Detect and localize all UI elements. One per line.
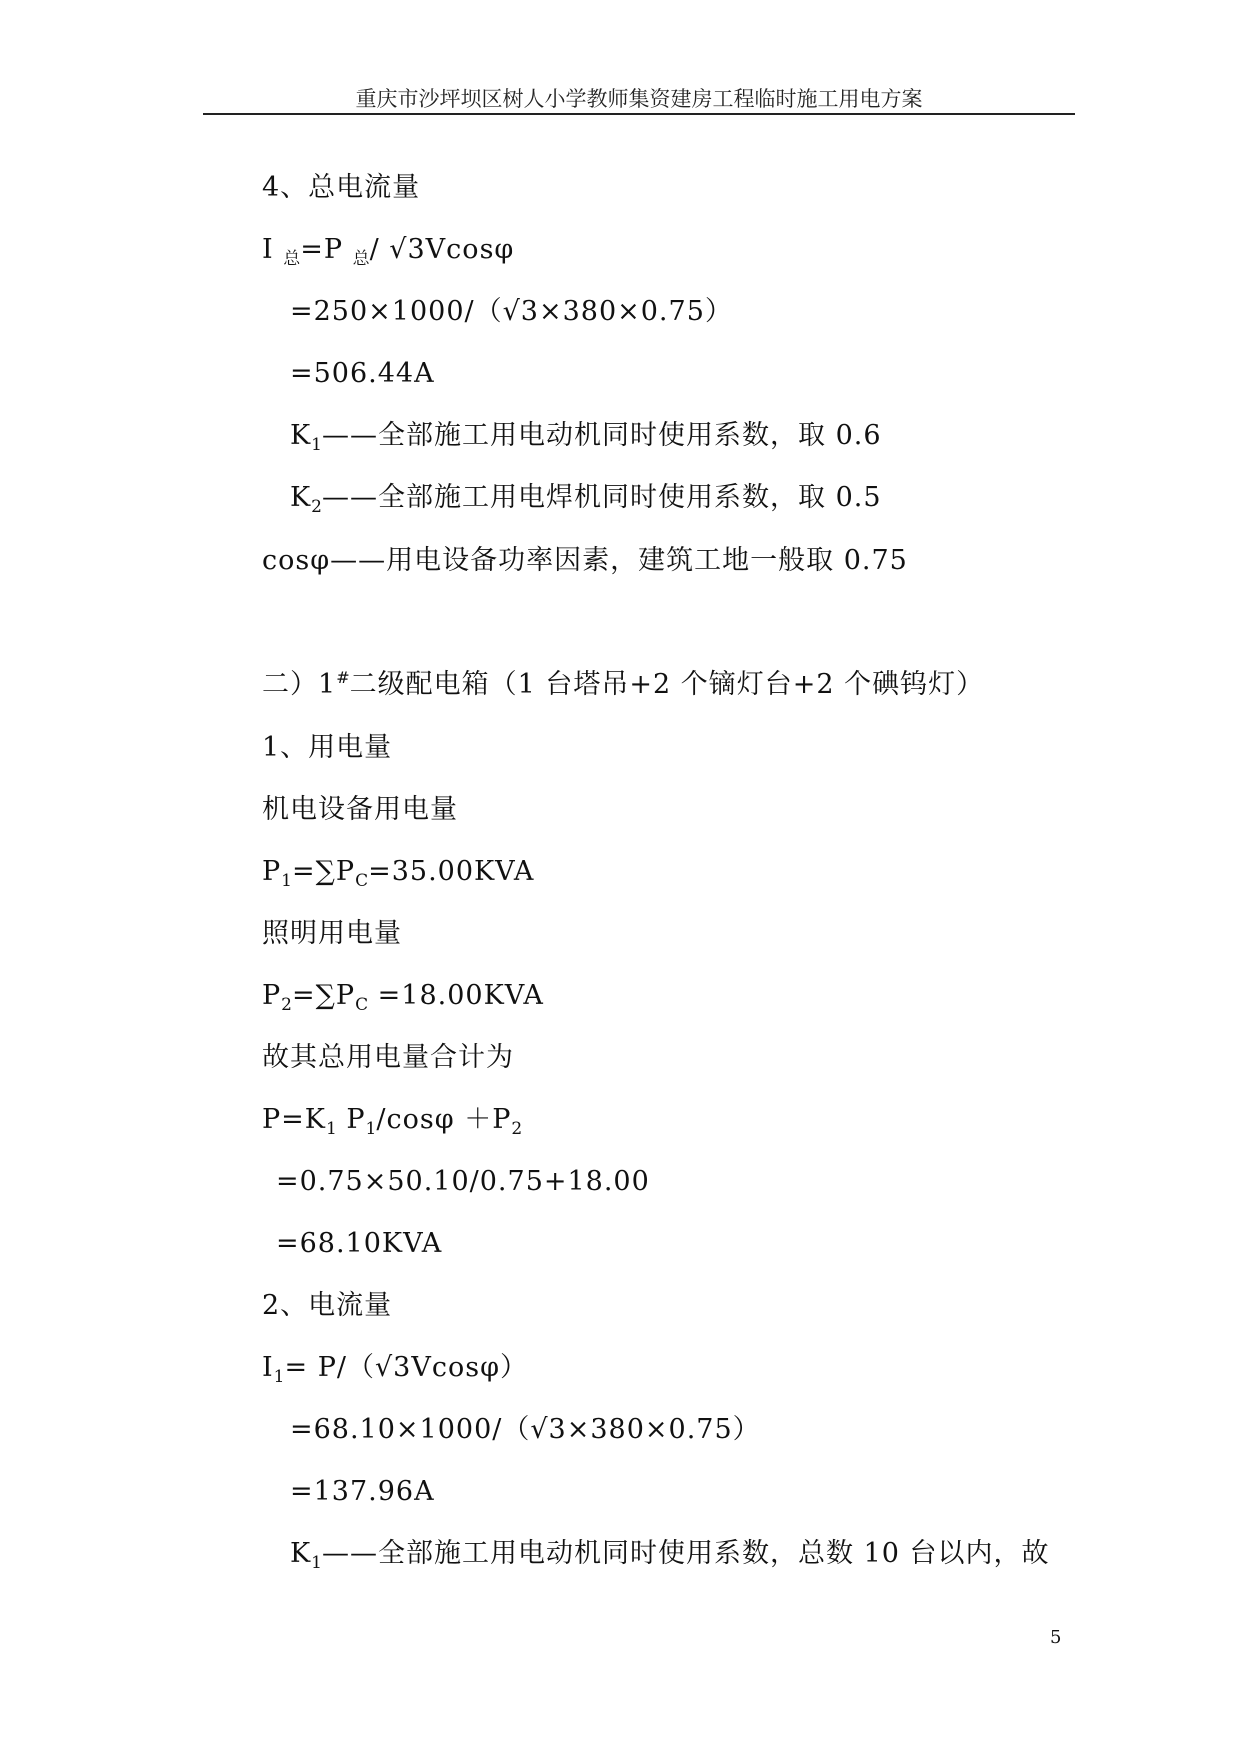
formula-text: =∑P (292, 856, 356, 887)
running-header: 重庆市沙坪坝区树人小学教师集资建房工程临时施工用电方案 (355, 87, 923, 111)
formula-total-power-result: =68.10KVA (276, 1228, 443, 1259)
formula-total-power (262, 1103, 522, 1137)
formula-text: / √3Vcosφ (369, 234, 515, 265)
subscript: C (355, 995, 369, 1015)
subscript: 2 (311, 497, 322, 517)
definition-k1-continued (290, 1537, 1050, 1571)
subscript: 1 (311, 435, 322, 455)
superscript: # (336, 668, 350, 687)
definition-text: ——全部施工用电动机同时使用系数，总数 10 台以内，故 (322, 1538, 1050, 1569)
formula-text: I (262, 234, 284, 265)
formula-text: P=K (262, 1104, 326, 1135)
subscript: 总 (352, 249, 370, 269)
formula-substitution: =250×1000/（√3×380×0.75） (290, 296, 733, 327)
formula-text: P (336, 1104, 366, 1135)
definition-k1 (290, 419, 882, 453)
formula-text: =P (300, 234, 353, 265)
formula-p2 (262, 979, 544, 1013)
heading-power-usage: 1、用电量 (262, 732, 393, 763)
subscript: 1 (273, 1367, 285, 1387)
formula-total-power-substitution: =0.75×50.10/0.75+18.00 (276, 1166, 650, 1197)
symbol: K (290, 482, 312, 513)
subscript: 2 (281, 995, 292, 1015)
definition-k2 (290, 481, 882, 515)
formula-i1-result: =137.96A (290, 1476, 435, 1507)
formula-p1 (262, 855, 534, 889)
heading-text: 二）1 (262, 669, 337, 700)
formula-text: /cosφ ＋P (376, 1104, 512, 1135)
subscript: 1 (281, 871, 292, 891)
formula-text: =∑P (292, 980, 356, 1011)
definition-text: ——全部施工用电焊机同时使用系数，取 0.5 (322, 482, 882, 513)
definition-cos-phi: cosφ——用电设备功率因素，建筑工地一般取 0.75 (262, 545, 908, 576)
heading-total-current: 4、总电流量 (262, 172, 421, 203)
page-number: 5 (1050, 1627, 1062, 1648)
heading-text: 二级配电箱（1 台塔吊+2 个镝灯台+2 个碘钨灯） (349, 669, 985, 700)
formula-text: = P/（√3Vcosφ） (284, 1352, 528, 1383)
formula-total-current (262, 233, 514, 267)
label-total-power: 故其总用电量合计为 (262, 1042, 514, 1073)
subscript: C (355, 871, 369, 891)
section-heading-distribution-box (262, 668, 984, 702)
formula-result: =506.44A (290, 358, 435, 389)
formula-i1-substitution: =68.10×1000/（√3×380×0.75） (290, 1414, 761, 1445)
header-rule (203, 113, 1075, 115)
formula-text: P (262, 980, 282, 1011)
formula-i1 (262, 1351, 528, 1385)
formula-text: P (262, 856, 282, 887)
formula-text: =18.00KVA (368, 980, 544, 1011)
formula-text: =35.00KVA (368, 856, 535, 887)
subscript: 1 (311, 1553, 322, 1573)
subscript: 1 (365, 1119, 377, 1139)
heading-current: 2、电流量 (262, 1290, 393, 1321)
subscript: 2 (511, 1119, 523, 1139)
formula-text: I (262, 1352, 274, 1383)
symbol: K (290, 1538, 312, 1569)
subscript: 总 (283, 249, 301, 269)
subscript: 1 (325, 1119, 337, 1139)
definition-text: ——全部施工用电动机同时使用系数，取 0.6 (322, 420, 882, 451)
label-lighting-power: 照明用电量 (262, 918, 402, 949)
symbol: K (290, 420, 312, 451)
label-mechanical-power: 机电设备用电量 (262, 794, 458, 825)
